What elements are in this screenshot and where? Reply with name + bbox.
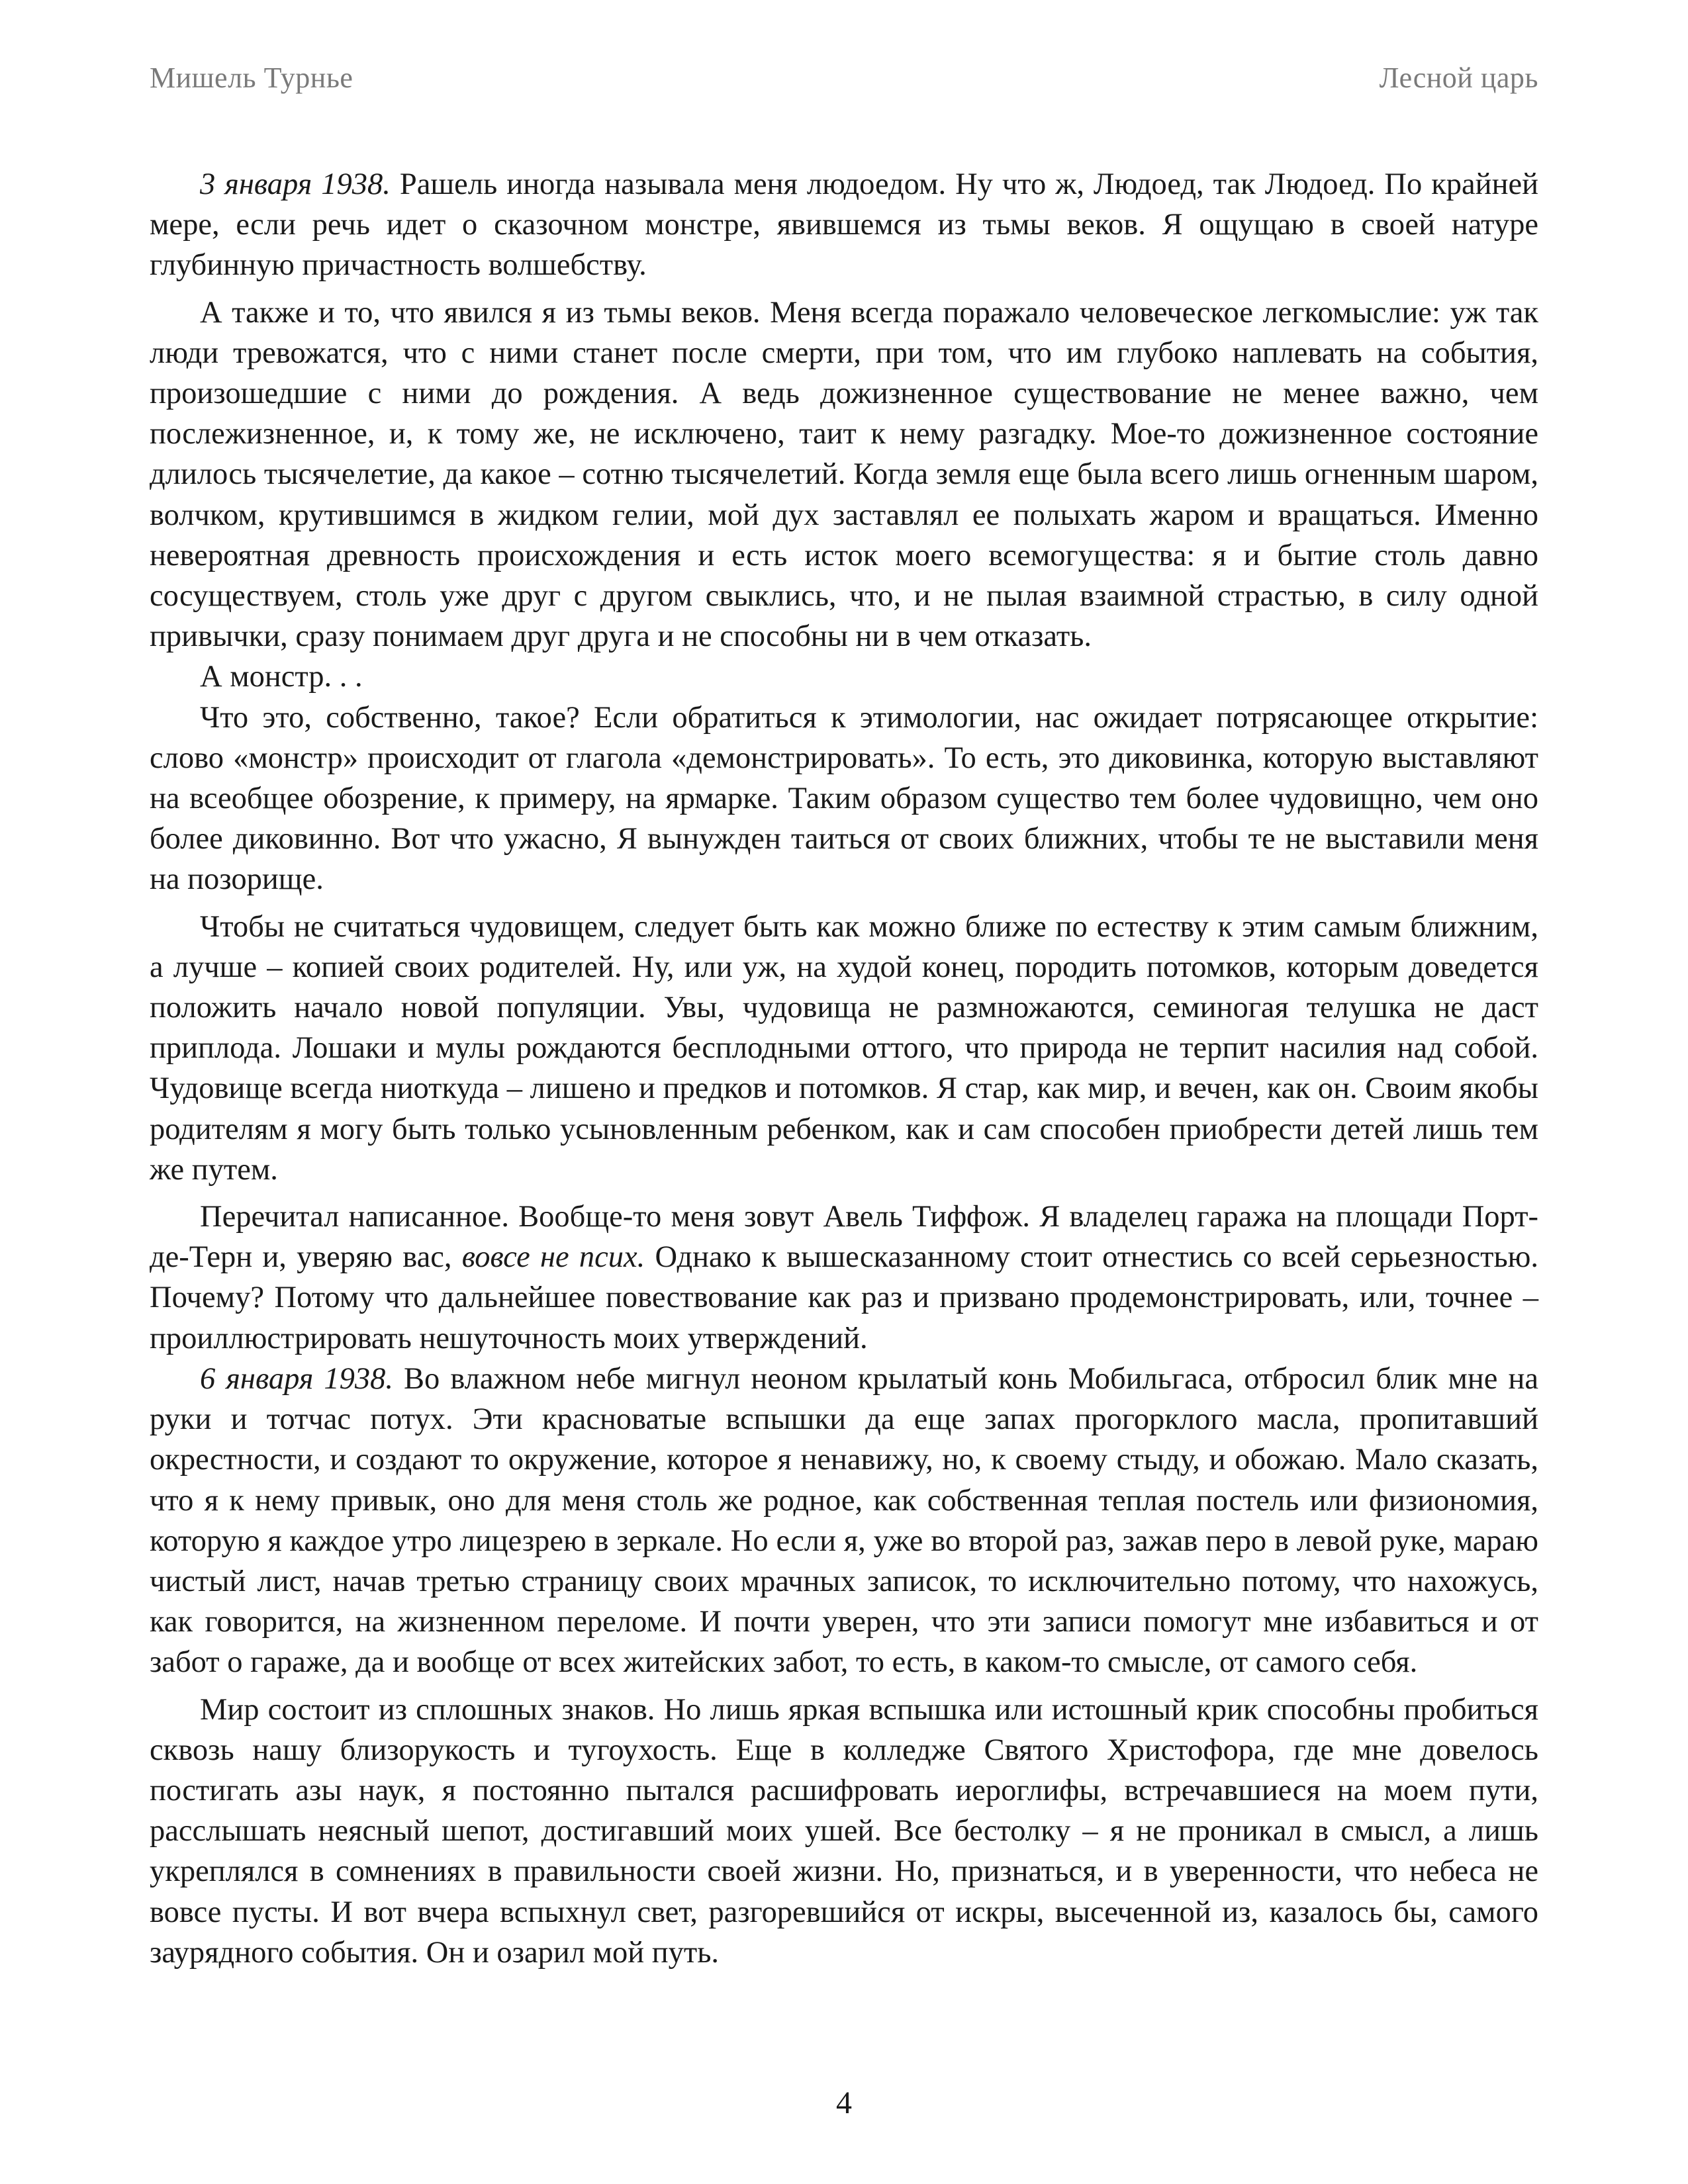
- running-head-author: Мишель Турнье: [150, 62, 353, 94]
- paragraph: А монстр. . .: [200, 660, 363, 694]
- paragraph-entry-1: [150, 164, 1538, 286]
- paragraph-text: Перечитал написанное. Вообще-то меня зовут Авель Тиффож. Я владелец гаража на площади Порт-де-Терн и, уверяю вас,: [150, 1200, 1538, 1275]
- emphasis-text: вовсе не псих.: [461, 1240, 645, 1275]
- entry-date: 6 января 1938.: [200, 1361, 393, 1396]
- paragraph-text: Во влажном небе мигнул неоном крылатый конь Мобильгаса, отбросил блик мне на руки и тотчас потух. Эти красноватые вспышки да еще запах прогорклого масла, пропитавший окрестности, и создают то окружение, которое я ненавижу, но, к своему стыду, и обожаю. Мало сказать, что я к нему привык, оно для меня столь же родное, как собственная теплая постель или физиономия, которую я каждое утро лицезрею в зеркале. Но если я, уже во второй раз, зажав перо в левой руке, мараю чистый лист, начав третью страницу своих мрачных записок, то исключительно потому, что нахожусь, как говорится, на жизненном переломе. И почти уверен, что эти записи помогут мне избавиться и от забот о гараже, да и вообще от всех житейских забот, то есть, в каком-то смысле, от самого себя.: [150, 1361, 1538, 1680]
- page-number: 4: [836, 2085, 852, 2120]
- paragraph: А также и то, что явился я из тьмы веков. Меня всегда поражало человеческое легкомыслие: уж так люди тревожатся, что с ними станет после смерти, при том, что им глубоко наплевать на события, произошедшие с ними до рождения. А ведь дожизненное существование не менее важно, чем послежизненное, и, к тому же, не исключено, таит к нему разгадку. Мое-то дожизненное состояние длилось тысячелетие, да какое – сотню тысячелетий. Когда земля еще была всего лишь огненным шаром, волчком, крутившимся в жидком гелии, мой дух заставлял ее полыхать жаром и вращаться. Именно невероятная древность происхождения и есть исток моего всемогущества: я и бытие столь давно сосуществуем, столь уже друг с другом свыклись, что, и не пылая взаимной страстью, в силу одной привычки, сразу понимаем друг друга и не способны ни в чем отказать.: [150, 295, 1538, 654]
- body-text: [150, 164, 1538, 1979]
- paragraph-entry-2: [150, 1359, 1538, 1683]
- running-head-title: Лесной царь: [1379, 62, 1538, 94]
- paragraph: Чтобы не считаться чудовищем, следует быть как можно ближе по естеству к этим самым ближним, а лучше – копией своих родителей. Ну, или уж, на худой конец, породить потомков, которым доведется положить начало новой популяции. Увы, чудовища не размножаются, семиногая телушка не даст приплода. Лошаки и мулы рождаются бесплодными оттого, что природа не терпит насилия над собой. Чудовище всегда ниоткуда – лишено и предков и потомков. Я стар, как мир, и вечен, как он. Своим якобы родителям я могу быть только усыновленным ребенком, как и сам способен приобрести детей лишь тем же путем.: [150, 909, 1538, 1187]
- paragraph: [150, 1197, 1538, 1359]
- paragraph: Мир состоит из сплошных знаков. Но лишь яркая вспышка или истошный крик способны пробиться сквозь нашу близорукость и тугоухость. Еще в колледже Святого Христофора, где мне довелось постигать азы наук, я постоянно пытался расшифровать иероглифы, встречавшиеся на моем пути, расслышать неясный шепот, достигавший моих ушей. Все бестолку – я не проникал в смысл, а лишь укреплялся в сомнениях в правильности своей жизни. Но, признаться, и в уверенности, что небеса не вовсе пусты. И вот вчера вспыхнул свет, разгоревшийся от искры, высеченной из, казалось бы, самого заурядного события. Он и озарил мой путь.: [150, 1692, 1538, 1970]
- paragraph-text: Рашель иногда называла меня людоедом. Ну что ж, Людоед, так Людоед. По крайней мере, если речь идет о сказочном монстре, явившемся из тьмы веков. Я ощущаю в своей натуре глубинную причастность волшебству.: [150, 167, 1538, 283]
- paragraph-text: Однако к вышесказанному стоит отнестись со всей серьезностью. Почему? Потому что дальнейшее повествование как раз и призвано продемонстрировать, или, точнее – проиллюстрировать нешуточность моих утверждений.: [150, 1240, 1539, 1355]
- entry-date: 3 января 1938.: [200, 167, 391, 201]
- paragraph: Что это, собственно, такое? Если обратиться к этимологии, нас ожидает потрясающее открытие: слово «монстр» происходит от глагола «демонстрировать». То есть, это диковинка, которую выставляют на всеобщее обозрение, к примеру, на ярмарке. Таким образом существо тем более чудовищно, чем оно более диковинно. Вот что ужасно, Я вынужден таиться от своих ближних, чтобы те не выставили меня на позорище.: [150, 700, 1538, 897]
